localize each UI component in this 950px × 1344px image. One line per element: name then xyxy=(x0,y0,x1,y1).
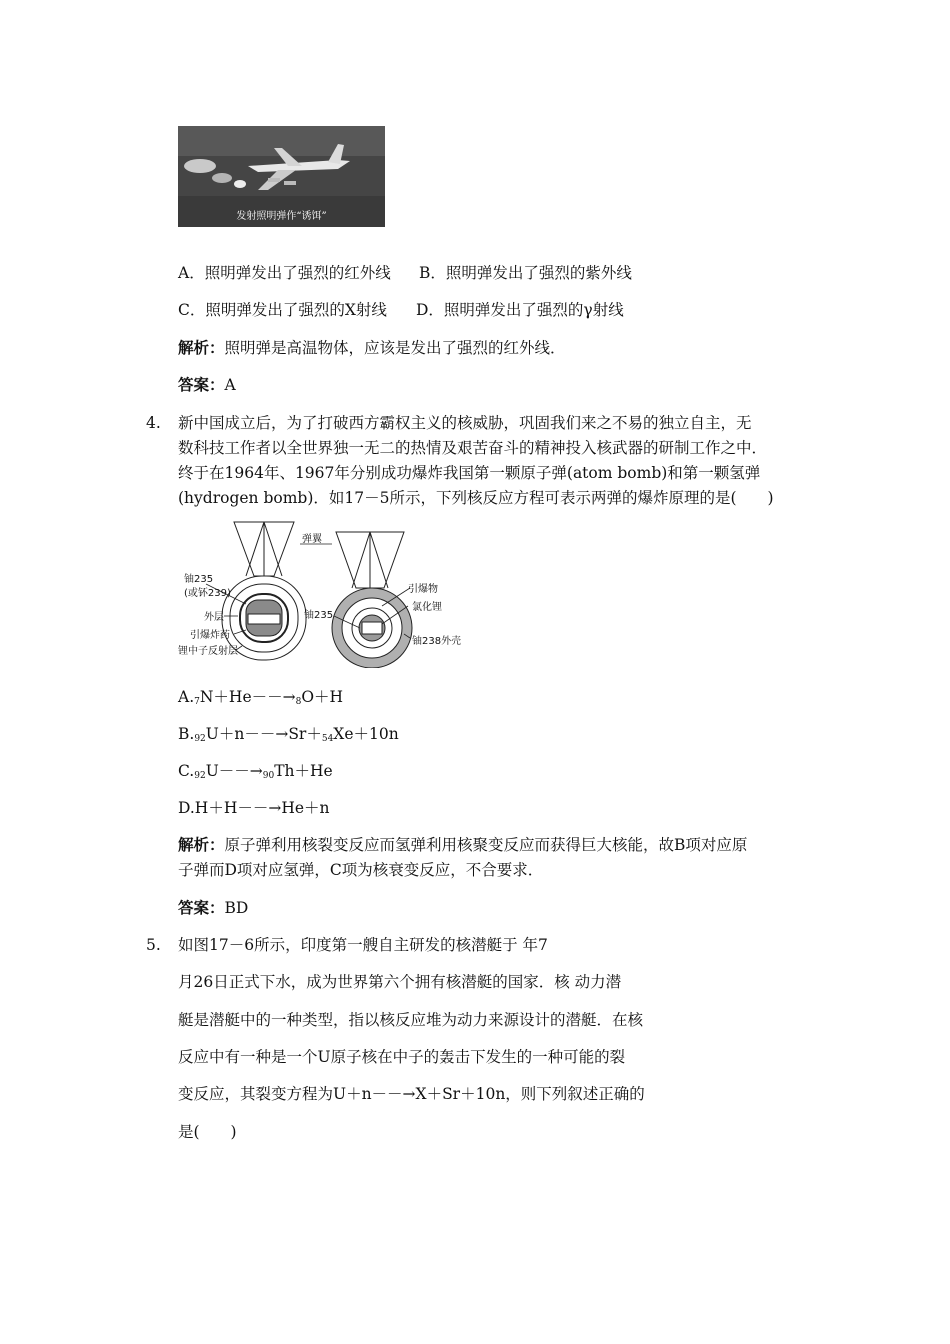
opt-c-sub-2: 90 xyxy=(262,771,275,781)
opt-b-text-1: U＋n－－→Sr＋ xyxy=(205,725,322,743)
q4-line-2: 数科技工作者以全世界独一无二的热情及艰苦奋斗的精神投入核武器的研制工作之中． xyxy=(178,439,768,457)
q4-analysis-line-1 xyxy=(178,835,747,855)
q4-line-3: 终于在1964年、1967年分别成功爆炸我国第一颗原子弹(atom bomb)和第一颗氢弹 xyxy=(178,464,761,482)
label-pu239: (或钚239) xyxy=(184,588,231,599)
opt-b-sub-2: 54 xyxy=(321,734,334,744)
q4-option-d: D.H＋H－－→He＋n xyxy=(178,799,330,817)
opt-c-text-1: U－－→ xyxy=(205,762,263,780)
opt-a-sub-2: 8 xyxy=(295,697,302,707)
answer-label: 答案： xyxy=(178,898,225,917)
opt-a-sub-1: 7 xyxy=(194,697,200,707)
q5-line-6: 是( ) xyxy=(178,1123,237,1141)
q4-answer xyxy=(178,898,248,918)
q3-option-a: A．照明弹发出了强烈的红外线 xyxy=(178,264,391,282)
label-reflector: 锂中子反射层 xyxy=(178,646,238,657)
opt-b-sub-1: 92 xyxy=(194,734,206,744)
opt-a-text-1: N＋He－－→ xyxy=(199,688,296,706)
q4-line-1: 新中国成立后，为了打破西方霸权主义的核威胁，巩固我们来之不易的独立自主，无 xyxy=(178,414,752,432)
bomb-structure-diagram xyxy=(176,518,472,668)
answer-label: 答案： xyxy=(178,375,225,394)
q5-line-2: 月26日正式下水，成为世界第六个拥有核潜艇的国家．核 动力潜 xyxy=(178,973,622,991)
q3-option-d: D．照明弹发出了强烈的γ射线 xyxy=(416,301,624,319)
opt-c-letter: C. xyxy=(178,762,195,780)
q3-option-b: B．照明弹发出了强烈的紫外线 xyxy=(419,264,632,282)
label-u238-shell: 铀238外壳 xyxy=(412,636,462,647)
q4-number: 4. xyxy=(146,414,161,432)
q5-line-3: 艇是潜艇中的一种类型，指以核反应堆为动力来源设计的潜艇．在核 xyxy=(178,1011,644,1029)
label-u235-left: 铀235 xyxy=(184,574,214,585)
q3-answer xyxy=(178,375,236,395)
label-outer: 外层 xyxy=(204,612,224,623)
analysis-text: 原子弹利用核裂变反应而氢弹利用核聚变反应而获得巨大核能，故B项对应原 xyxy=(224,836,748,854)
answer-text: BD xyxy=(224,899,249,917)
label-detonator: 引爆炸药 xyxy=(190,630,230,641)
opt-a-text-2: O＋H xyxy=(301,688,344,706)
opt-c-sub-1: 92 xyxy=(194,771,206,781)
analysis-label: 解析： xyxy=(178,338,225,357)
q4-line-4: (hydrogen bomb)．如17－5所示，下列核反应方程可表示两弹的爆炸原理的是( ) xyxy=(178,489,774,507)
label-wing: 弹翼 xyxy=(302,534,322,545)
photo-caption: 发射照明弹作“诱饵” xyxy=(236,211,327,222)
q4-option-a xyxy=(178,687,343,712)
q5-number: 5. xyxy=(146,936,161,954)
label-u235-mid: 铀235 xyxy=(304,610,334,621)
label-lithium: 氯化锂 xyxy=(412,602,442,613)
q5-line-4: 反应中有一种是一个U原子核在中子的轰击下发生的一种可能的裂 xyxy=(178,1048,626,1066)
q4-option-b xyxy=(178,724,399,749)
bomb-diagram-svg xyxy=(176,518,472,668)
q5-line-1: 如图17－6所示，印度第一艘自主研发的核潜艇于 年7 xyxy=(178,936,548,954)
answer-text: A xyxy=(224,376,236,394)
q4-option-c xyxy=(178,761,333,786)
analysis-text: 照明弹是高温物体，应该是发出了强烈的红外线． xyxy=(224,339,566,357)
analysis-label: 解析： xyxy=(178,835,225,854)
q3-analysis xyxy=(178,338,566,358)
opt-b-text-2: Xe＋10n xyxy=(333,725,399,743)
label-initiator: 引爆物 xyxy=(408,584,438,595)
opt-c-text-2: Th＋He xyxy=(274,762,333,780)
q5-line-5: 变反应，其裂变方程为U＋n－－→X＋Sr＋10n，则下列叙述正确的 xyxy=(178,1085,645,1103)
q3-option-c: C．照明弹发出了强烈的X射线 xyxy=(178,301,387,319)
opt-b-letter: B. xyxy=(178,725,195,743)
q4-analysis-line-2: 子弹而D项对应氢弹，C项为核衰变反应，不合要求． xyxy=(178,861,544,879)
opt-a-letter: A. xyxy=(178,688,195,706)
flare-aircraft-photo xyxy=(178,126,385,227)
